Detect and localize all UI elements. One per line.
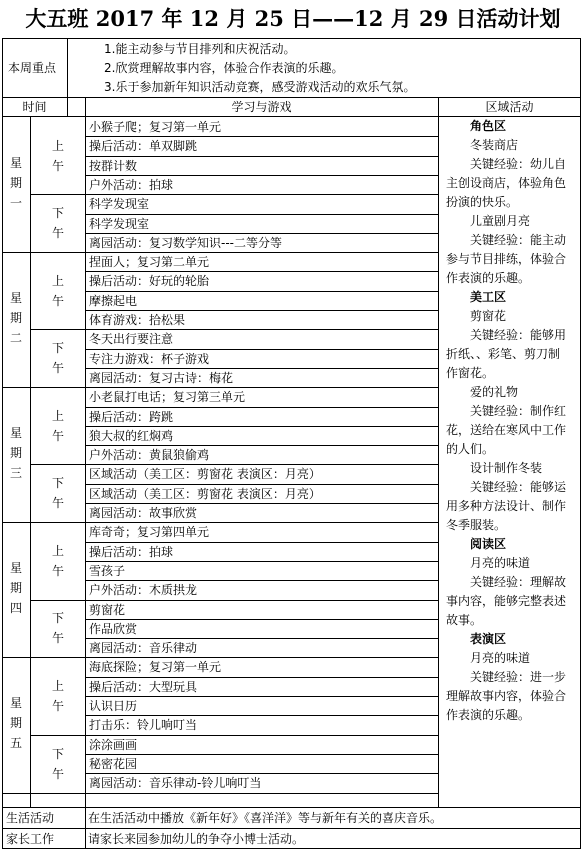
divider (2, 657, 438, 658)
divider (85, 214, 438, 215)
region-line: 关键经验：进一步 (470, 670, 567, 684)
region-line: 主创设商店，体验角色 (446, 176, 567, 190)
activity-cell: 雪孩子 (89, 563, 126, 578)
region-line: 关键经验：能够用 (470, 328, 567, 342)
activity-cell: 户外活动：拍球 (89, 177, 174, 192)
activity-cell: 捏面人；复习第二单元 (89, 255, 210, 270)
divider (85, 773, 438, 774)
am-label: 上 午 (51, 273, 64, 308)
divider (85, 464, 438, 465)
divider (85, 426, 438, 427)
divider (85, 329, 438, 330)
activity-cell: 小老鼠打电话；复习第三单元 (89, 390, 246, 405)
region-line: 月亮的味道 (470, 651, 531, 665)
divider (85, 503, 438, 504)
divider (85, 561, 438, 562)
parent-text: 请家长来园参加幼儿的争夺小博士活动。 (88, 832, 305, 846)
region-line: 剪窗花 (470, 309, 507, 323)
activity-cell: 海底探险；复习第一单元 (89, 660, 222, 675)
region-line: 花，送给在寒风中工作 (446, 423, 567, 437)
am-label: 上 午 (51, 679, 64, 713)
divider (85, 677, 438, 678)
activity-cell: 科学发现室 (89, 216, 150, 231)
pm-label: 下 午 (51, 611, 64, 646)
activity-cell: 操后活动：拍球 (89, 544, 174, 559)
divider (85, 696, 438, 697)
divider (85, 407, 438, 408)
header-learning: 学习与游戏 (231, 100, 292, 114)
region-line: 冬季服装。 (446, 518, 507, 532)
life-text: 在生活活动中播放《新年好》《喜洋洋》等与新年有关的喜庆音乐。 (88, 811, 443, 825)
activity-cell: 区域活动（美工区：剪窗花 表演区：月亮） (89, 467, 321, 482)
header-time: 时间 (22, 100, 47, 114)
pm-label: 下 午 (51, 746, 64, 781)
region-line: 折纸、、彩笔、剪刀制 (446, 347, 561, 361)
divider (85, 310, 438, 311)
activity-cell: 离园活动：故事欣赏 (89, 506, 198, 520)
day-label: 星 期 二 (9, 290, 22, 345)
divider (2, 522, 438, 523)
activity-cell: 离园活动：复习数学知识---二等分等 (89, 235, 282, 250)
region-line: 的人们。 (446, 442, 495, 456)
activity-cell: 小猴子爬；复习第一单元 (89, 120, 222, 134)
divider (85, 715, 438, 716)
activity-cell: 摩擦起电 (89, 293, 138, 308)
activity-cell: 认识日历 (89, 699, 138, 713)
region-line: 关键经验：能够运 (470, 480, 567, 494)
region-line: 理解故事内容，体验合 (446, 689, 567, 703)
divider (30, 194, 85, 195)
divider (85, 735, 438, 736)
divider (85, 349, 438, 350)
focus-item-2: 2.欣赏理解故事内容，体验合作表演的乐趣。 (104, 61, 344, 75)
region-line: 爱的礼物 (470, 385, 519, 399)
region-line: 角色区 (470, 119, 507, 133)
region-line: 冬装商店 (470, 138, 519, 152)
activity-cell: 狼大叔的红焖鸡 (89, 428, 174, 443)
activity-cell: 按群计数 (89, 158, 138, 173)
activity-cell: 操后活动：单双脚跳 (89, 139, 198, 154)
activity-cell: 冬天出行要注意 (89, 332, 174, 347)
activity-cell: 剪窗花 (89, 602, 126, 617)
day-label: 星 期 四 (9, 560, 22, 615)
divider (30, 329, 85, 330)
divider (85, 542, 438, 543)
divider (2, 807, 581, 808)
region-line: 作窗花。 (446, 366, 495, 380)
divider (85, 271, 438, 272)
activity-cell: 科学发现室 (89, 197, 150, 212)
region-line: 月亮的味道 (470, 556, 531, 570)
region-activities (442, 117, 577, 725)
activity-cell: 秘密花园 (89, 756, 138, 771)
region-line: 设计制作冬装 (470, 461, 543, 475)
divider (2, 828, 581, 829)
divider (30, 600, 85, 601)
region-line: 作表演的乐趣。 (446, 271, 531, 285)
region-line: 阅读区 (470, 537, 507, 551)
activity-cell: 操后活动：大型玩具 (89, 679, 198, 694)
divider (85, 580, 438, 581)
activity-cell: 户外活动：木质拱龙 (89, 583, 198, 598)
divider (438, 97, 439, 807)
activity-cell: 操后活动：好玩的轮胎 (89, 274, 210, 289)
day-label: 星 期 三 (9, 425, 22, 480)
header-region: 区域活动 (485, 100, 534, 114)
divider (85, 233, 438, 234)
divider (85, 136, 438, 137)
activity-cell: 库奇奇；复习第四单元 (89, 525, 210, 540)
activity-cell: 体育游戏：拾松果 (89, 313, 186, 327)
divider (85, 194, 438, 195)
am-label: 上 午 (51, 138, 64, 173)
activity-cell: 离园活动：音乐律动-铃儿响叮当 (89, 776, 262, 791)
region-line: 关键经验：理解故 (470, 575, 567, 589)
divider (30, 464, 85, 465)
divider (85, 291, 438, 292)
region-line: 表演区 (470, 632, 507, 646)
divider (2, 793, 438, 794)
divider (2, 387, 438, 388)
divider (85, 484, 438, 485)
divider (85, 638, 438, 639)
divider (85, 175, 438, 176)
region-line: 扮演的快乐。 (446, 195, 519, 209)
activity-cell: 区域活动（美工区：剪窗花 表演区：月亮） (89, 486, 321, 501)
divider (85, 368, 438, 369)
am-label: 上 午 (51, 543, 64, 578)
divider (2, 252, 438, 253)
page-title: 大五班 2017 年 12 月 25 日——12 月 29 日活动计划 (25, 6, 561, 31)
activity-cell: 专注力游戏：杯子游戏 (89, 351, 210, 366)
focus-item-3: 3.乐于参加新年知识活动竞赛，感受游戏活动的欢乐气氛。 (104, 80, 416, 94)
region-line: 关键经验：制作红 (470, 404, 567, 418)
divider (67, 97, 68, 117)
region-line: 儿童剧月亮 (470, 214, 531, 228)
focus-item-1: 1.能主动参与节目排列和庆祝活动。 (104, 42, 296, 56)
region-line: 故事。 (446, 613, 483, 627)
activity-cell: 作品欣赏 (89, 621, 138, 636)
region-line: 美工区 (470, 290, 507, 304)
activity-cell: 涂涂画画 (89, 737, 138, 752)
divider (85, 156, 438, 157)
region-line: 用多种方法设计、制作 (446, 499, 567, 513)
day-label: 星 期 一 (9, 155, 22, 210)
divider (85, 600, 438, 601)
region-line: 关键经验：幼儿自 (470, 157, 567, 171)
region-line: 作表演的乐趣。 (446, 708, 531, 722)
activity-cell: 离园活动：音乐律动 (89, 641, 198, 656)
region-line: 关键经验：能主动 (470, 233, 567, 247)
pm-label: 下 午 (51, 206, 64, 241)
life-label: 生活活动 (6, 811, 55, 825)
divider (2, 97, 581, 98)
activity-cell: 打击乐：铃儿响叮当 (89, 718, 198, 733)
region-line: 参与节目排练，体验合 (446, 252, 567, 266)
day-label: 星 期 五 (9, 695, 22, 750)
am-label: 上 午 (51, 408, 64, 443)
pm-label: 下 午 (51, 341, 64, 376)
divider (85, 619, 438, 620)
divider (85, 754, 438, 755)
divider (85, 445, 438, 446)
divider (30, 735, 85, 736)
divider (85, 97, 86, 849)
focus-label: 本周重点 (8, 61, 57, 75)
region-line: 事内容，能够完整表述 (446, 594, 567, 608)
parent-label: 家长工作 (6, 832, 55, 846)
divider (67, 38, 68, 97)
activity-cell: 户外活动：黄鼠狼偷鸡 (89, 448, 210, 463)
pm-label: 下 午 (51, 476, 64, 511)
activity-cell: 操后活动：跨跳 (89, 409, 174, 424)
activity-cell: 离园活动：复习古诗：梅花 (89, 370, 234, 385)
